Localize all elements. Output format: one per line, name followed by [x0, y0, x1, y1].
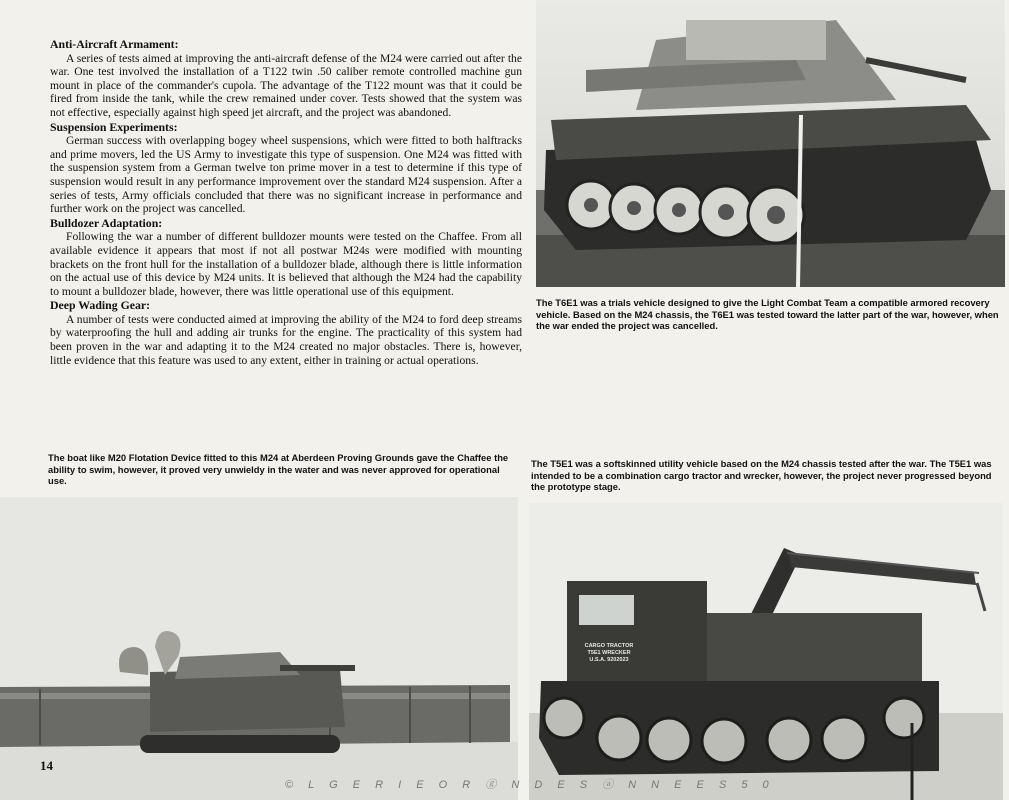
section-body: A number of tests were conducted aimed at improving the ability of the M24 to ford deep streams by waterproofing the hull and adding air trunks for the engine. The practicality of this system had been proven in the war and adapting it to the M24 created no major obstacles. There is, however, little evidence that this feature was used to any extent, either in training or actual operations. [50, 312, 522, 367]
section-heading: Deep Wading Gear: [50, 298, 151, 313]
marking-line: CARGO TRACTOR [584, 643, 634, 649]
section-body: A series of tests aimed at improving the anti-aircraft defense of the M24 were carried out after the war. One test involved the installation of a T122 twin .50 caliber remote controlled machine gun mount in place of the commander's cupola. The advantage of the T122 mount was that it could be fired from inside the tank, while the crew remained under cover. Tests showed that the system was not effective, especially against high speed jet aircraft, and the project was abandoned. [50, 51, 522, 119]
page-number: 14 [40, 758, 53, 773]
t6e1-photo-image [536, 0, 1005, 287]
marking-line: U.S.A. 9202023 [589, 657, 629, 663]
section-heading: Anti-Aircraft Armament: [50, 37, 179, 51]
vehicle-markings [577, 643, 641, 664]
caption-m20: The boat like M20 Flotation Device fitted to this M24 at Aberdeen Proving Grounds gave the Chaffee the ability to swim, however, it proved very unwieldy in the water and was never approved for operational use. [48, 452, 509, 487]
caption-t6e1: The T6E1 was a trials vehicle designed to give the Light Combat Team a compatible armored recovery vehicle. Based on the M24 chassis, the T6E1 was tested toward the latter part of the war, however, when the war ended the project was cancelled. [536, 297, 999, 332]
watermark: © L G E R I E O R ⓖ N D E S ⓐ N N E E S 5 0 [285, 779, 775, 791]
photo-t5e1 [529, 503, 1003, 800]
section-body: German success with overlapping bogey wheel suspensions, which were fitted to both halftracks and prime movers, led the US Army to investigate this type of suspension. One M24 was fitted with the suspension system from a German twelve ton prime mover in a test to determine if this type of suspension would result in any performance improvement over the standard M24 suspension. After a series of tests, Army officials concluded that there was no significant increase in performance and further work on the project was cancelled. [50, 134, 522, 216]
marking-line: T5E1 WRECKER [587, 650, 631, 656]
section-heading: Bulldozer Adaptation: [50, 215, 163, 230]
photo-m20 [0, 497, 518, 800]
article-text [50, 38, 522, 368]
section-heading: Suspension Experiments: [50, 119, 178, 134]
section-body: Following the war a number of different bulldozer mounts were tested on the Chaffee. From all available evidence it appears that most if not all postwar M24s were modified with mounting brackets on the front hull for the installation of a bulldozer blade, although there is little information on the actual use of this device by M24 units. It is believed that although the M24 had the capability to mount a bulldozer blade, however, there was little operational use of this equipment. [50, 230, 522, 298]
m20-photo-image [0, 497, 518, 800]
caption-t5e1: The T5E1 was a softskinned utility vehicle based on the M24 chassis tested after the war. The T5E1 was intended to be a combination cargo tractor and wrecker, however, the project never progressed beyond the prototype stage. [531, 458, 992, 493]
photo-t6e1 [536, 0, 1005, 287]
